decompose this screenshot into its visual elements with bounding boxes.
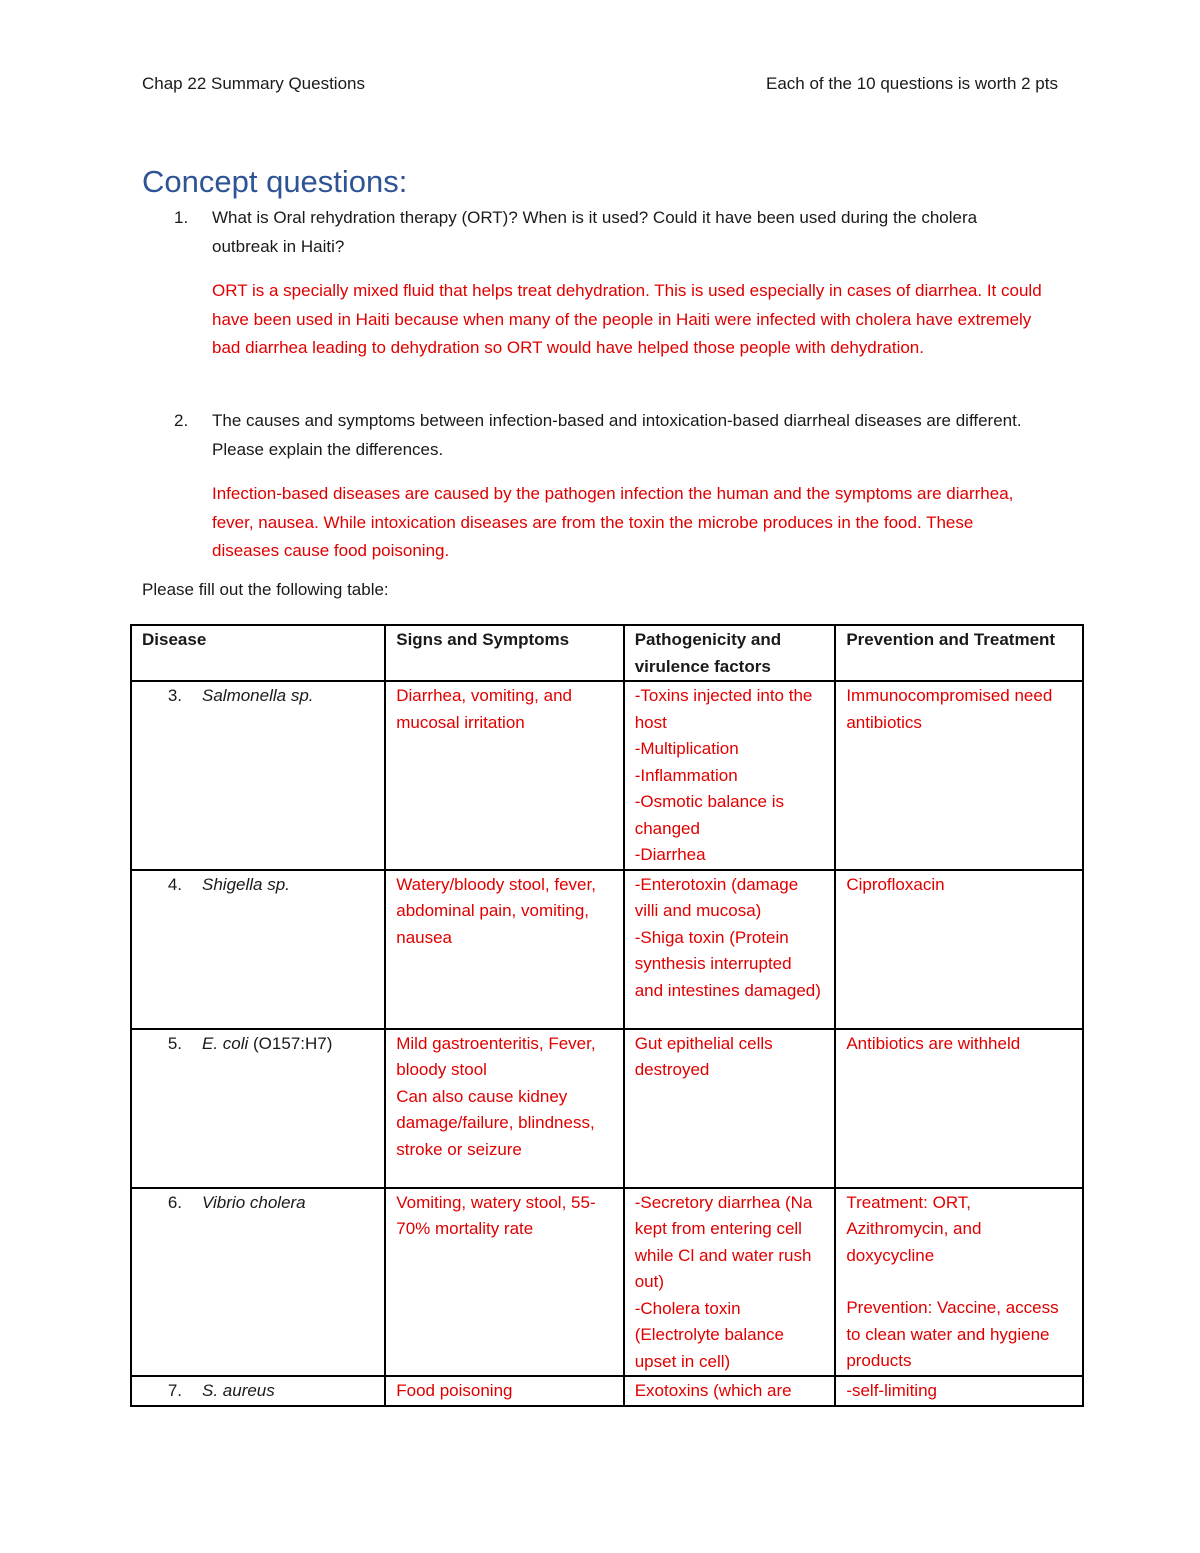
row-number: 5. xyxy=(167,1033,182,1053)
table-row xyxy=(131,1188,1083,1377)
table-instruction: Please fill out the following table: xyxy=(142,580,389,599)
cell-line: -Secretory diarrhea (Na kept from entering cell while Cl and water rush out) xyxy=(634,1192,813,1291)
cell-line: -Osmotic balance is changed xyxy=(634,792,784,838)
pathogenicity-cell xyxy=(624,870,836,1029)
cell-line: Diarrhea, vomiting, and mucosal irritation xyxy=(396,686,572,732)
pathogenicity-cell xyxy=(624,1376,836,1406)
cell-line: Can also cause kidney damage/failure, blindness, stroke or seizure xyxy=(396,1086,595,1159)
cell-line: Ciprofloxacin xyxy=(846,874,945,894)
header-prevention: Prevention and Treatment xyxy=(835,625,1083,681)
cell-line: Food poisoning xyxy=(396,1381,513,1400)
header-title: Chap 22 Summary Questions xyxy=(142,74,365,93)
signs-cell xyxy=(385,681,623,870)
pathogenicity-cell xyxy=(624,1188,836,1377)
question-text: What is Oral rehydration therapy (ORT)? When is it used? Could it have been used during the cholera outbreak in Haiti? xyxy=(212,208,978,256)
row-number: 7. xyxy=(167,1381,182,1400)
cell-line: -self-limiting xyxy=(846,1381,937,1400)
cell-line: Prevention: Vaccine, access to clean water and hygiene products xyxy=(846,1298,1059,1370)
disease-cell xyxy=(131,1029,385,1188)
cell-line: -Cholera toxin (Electrolyte balance upset in cell) xyxy=(634,1298,785,1371)
table-row xyxy=(131,681,1083,870)
disease-name: Salmonella sp. xyxy=(202,686,314,705)
cell-line: -Inflammation xyxy=(634,765,738,785)
table-row xyxy=(131,870,1083,1029)
section-title: Concept questions: xyxy=(142,164,408,199)
disease-cell xyxy=(131,870,385,1029)
cell-line: -Diarrhea xyxy=(634,845,706,864)
signs-cell xyxy=(385,1188,623,1377)
disease-name: Vibrio cholera xyxy=(202,1192,306,1212)
cell-line: Immunocompromised need antibiotics xyxy=(846,686,1053,732)
question-1 xyxy=(142,204,1042,363)
prevention-cell xyxy=(835,870,1083,1029)
table-row xyxy=(131,1029,1083,1188)
question-number: 2. xyxy=(174,411,189,430)
question-answer: ORT is a specially mixed fluid that helps treat dehydration. This is used especially in cases of diarrhea. It could have been used in Haiti because when many of the people in Haiti were infected with cholera have extremely bad diarrhea leading to dehydration so ORT would have helped those people with dehydration. xyxy=(212,281,1042,357)
header-pathogenicity: Pathogenicity and virulence factors xyxy=(624,625,836,681)
header-points-note: Each of the 10 questions is worth 2 pts xyxy=(765,74,1058,93)
signs-cell xyxy=(385,870,623,1029)
disease-cell xyxy=(131,1188,385,1377)
question-number: 1. xyxy=(174,208,189,227)
row-number: 3. xyxy=(167,686,182,705)
prevention-cell xyxy=(835,1029,1083,1188)
signs-cell xyxy=(385,1029,623,1188)
pathogenicity-cell xyxy=(624,681,836,870)
cell-line: Antibiotics are withheld xyxy=(846,1033,1021,1053)
cell-line: -Shiga toxin (Protein synthesis interrupted and intestines damaged) xyxy=(634,927,821,1000)
cell-line: -Multiplication xyxy=(634,739,739,758)
prevention-cell xyxy=(835,1376,1083,1406)
cell-line: Gut epithelial cells destroyed xyxy=(634,1033,773,1079)
signs-cell xyxy=(385,1376,623,1406)
header-signs: Signs and Symptoms xyxy=(385,625,623,681)
cell-line: Exotoxins (which are xyxy=(634,1381,792,1400)
pathogenicity-cell xyxy=(624,1029,836,1188)
cell-line: Watery/bloody stool, fever, abdominal pain, vomiting, nausea xyxy=(396,874,596,947)
question-2 xyxy=(142,407,1042,566)
cell-line: Treatment: ORT, Azithromycin, and doxycycline xyxy=(846,1192,982,1265)
cell-line: Mild gastroenteritis, Fever, bloody stool xyxy=(396,1033,596,1079)
disease-cell xyxy=(131,681,385,870)
table-row xyxy=(131,1376,1083,1406)
prevention-cell xyxy=(835,681,1083,870)
disease-name: Shigella sp. xyxy=(202,874,290,894)
cell-line: -Enterotoxin (damage villi and mucosa) xyxy=(634,874,799,920)
disease-name: E. coli xyxy=(202,1033,249,1053)
prevention-cell xyxy=(835,1188,1083,1377)
header-disease: Disease xyxy=(131,625,385,681)
table-header-row xyxy=(131,625,1083,681)
question-text: The causes and symptoms between infection-based and intoxication-based diarrheal diseases are different. Please explain the differences. xyxy=(212,411,1022,459)
cell-line: Vomiting, watery stool, 55-70% mortality rate xyxy=(396,1192,596,1238)
disease-strain: (O157:H7) xyxy=(248,1033,333,1053)
disease-table xyxy=(130,624,1084,1407)
question-answer: Infection-based diseases are caused by the pathogen infection the human and the symptoms are diarrhea, fever, nausea. While intoxication diseases are from the toxin the microbe produces in the food. These diseases cause food poisoning. xyxy=(212,484,1014,560)
disease-name: S. aureus xyxy=(202,1381,275,1400)
cell-line: -Toxins injected into the host xyxy=(634,686,813,732)
disease-cell xyxy=(131,1376,385,1406)
row-number: 6. xyxy=(167,1192,182,1212)
row-number: 4. xyxy=(167,874,182,894)
